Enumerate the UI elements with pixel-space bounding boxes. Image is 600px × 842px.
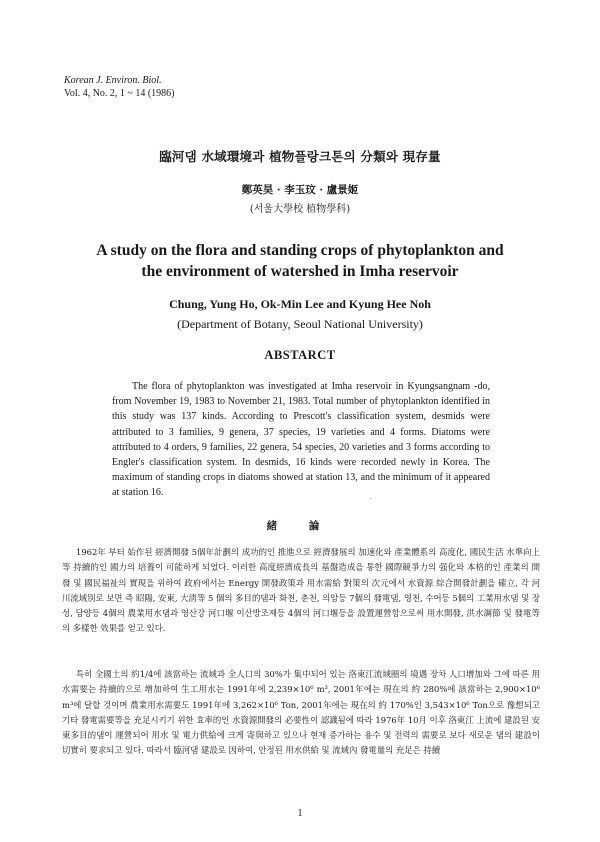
english-affiliation: (Department of Botany, Seoul National University) [177,317,423,331]
page-number: 1 [297,808,303,819]
english-authors: Chung, Yung Ho, Ok-Min Lee and Kyung Hee Noh [169,297,431,311]
english-title-line2: the environment of watershed in Imha reservoir [141,263,459,280]
intro-paragraph-1: 1962年 부터 始作된 經濟開發 5個年計劃의 成功的인 推進으로 經濟發展의 加速化와 產業體系의 高度化, 國民生活 水準向上等 持續的인 國力의 培養이 可能하게 되었다. 이러한 高度經濟成長의 基盤造成을 통한 國際競爭力의 强化와 本格的인 產業의 開發 및 國民福祉의 實現을 위하여 政府에서는 Energy 開發政策과 用水需給 對策의 次元에서 水資源 綜合開發計劃을 確立, 각 河川流域別로 보면 즉 昭陽, 安東, 大淸等 5 個의 多目的댐과 화천, 춘천, 의암등 7個의 發電댐, 영천, 수어등 5個의 工業用水댐 및 장성, 담양등 4個의 農業用水댐과 영산강 河口堰 이산방조제등 4個의 河口堰등을 設置運營함으로써 用水開發, 洪水調節 및 發電等의 多樣한 效果를 얻고 있다. [62,547,540,634]
intro-heading: 緒 論 [266,520,334,532]
journal-volume: Vol. 4, No. 2, 1 ~ 14 (1986) [64,88,175,99]
english-title [0,240,600,282]
abstract-heading: ABSTARCT [264,348,336,362]
korean-title: 臨河댐 水域環境과 植物플랑크톤의 分類와 現存量 [159,149,441,164]
abstract-text: The flora of phytoplankton was investigated at Imha reservoir in Kyungsangnam -do, from November 19, 1983 to November 21, 1983. Total number of phytoplankton identified in this study was 137 kinds. According to Prescott's classification system, desmids were attributed to 3 families, 9 genera, 37 species, 19 varieties and 4 forms. Diatoms were attributed to 4 orders, 9 families, 22 genera, 54 species, 20 varieties and 3 forms according to Engler's classification system. In desmids, 16 kinds were recorded newly in Korea. The maximum of standing crops in diatoms showed at station 13, and the minimum of it appeared at station 16. [112,381,490,499]
korean-affiliation: (서울大學校 植物學科) [249,204,351,215]
journal-header [64,74,175,100]
korean-authors: 鄭英昊 · 李玉玟 · 盧景姬 [241,184,359,196]
english-title-line1: A study on the flora and standing crops of phytoplankton and [96,242,504,259]
stray-dot: . [370,494,372,501]
intro-paragraph-2: 특히 全國土의 約1/4에 該當하는 流域과 全人口의 30%가 集中되어 있는 洛東江流域圈의 境遇 장차 人口增加와 그에 따른 用水需要는 持續的으로 增加하여 生工用水는 1991年에 2,239×10⁶ m³, 2001年에는 現在의 約 280%에 該當하는 2,900×10⁶ m³에 달할 것이며 農業用水需要도 1991年에 3,262×10⁶ Ton, 2001年에는 現在의 約 170%인 3,543×10⁶ Ton으로 豫想되고 기타 發電需要等을 充足시키기 위한 효率的인 水資源開發의 必要性이 認識됨에 따라 1976年 10月 이후 洛東江 上流에 建設된 安東多目的댐이 運營되어 用水 및 電力供給에 크게 寄與하고 있으나 현재 증가하는 용수 및 전력의 需要로 보다 새로운 댐의 建設이 切實히 要求되고 있다. 따라서 臨河댐 建設로 因하여, 안정된 用水供給 및 流域內 發電量의 充足은 持續 [62,669,540,756]
journal-name: Korean J. Environ. Biol. [64,75,162,86]
